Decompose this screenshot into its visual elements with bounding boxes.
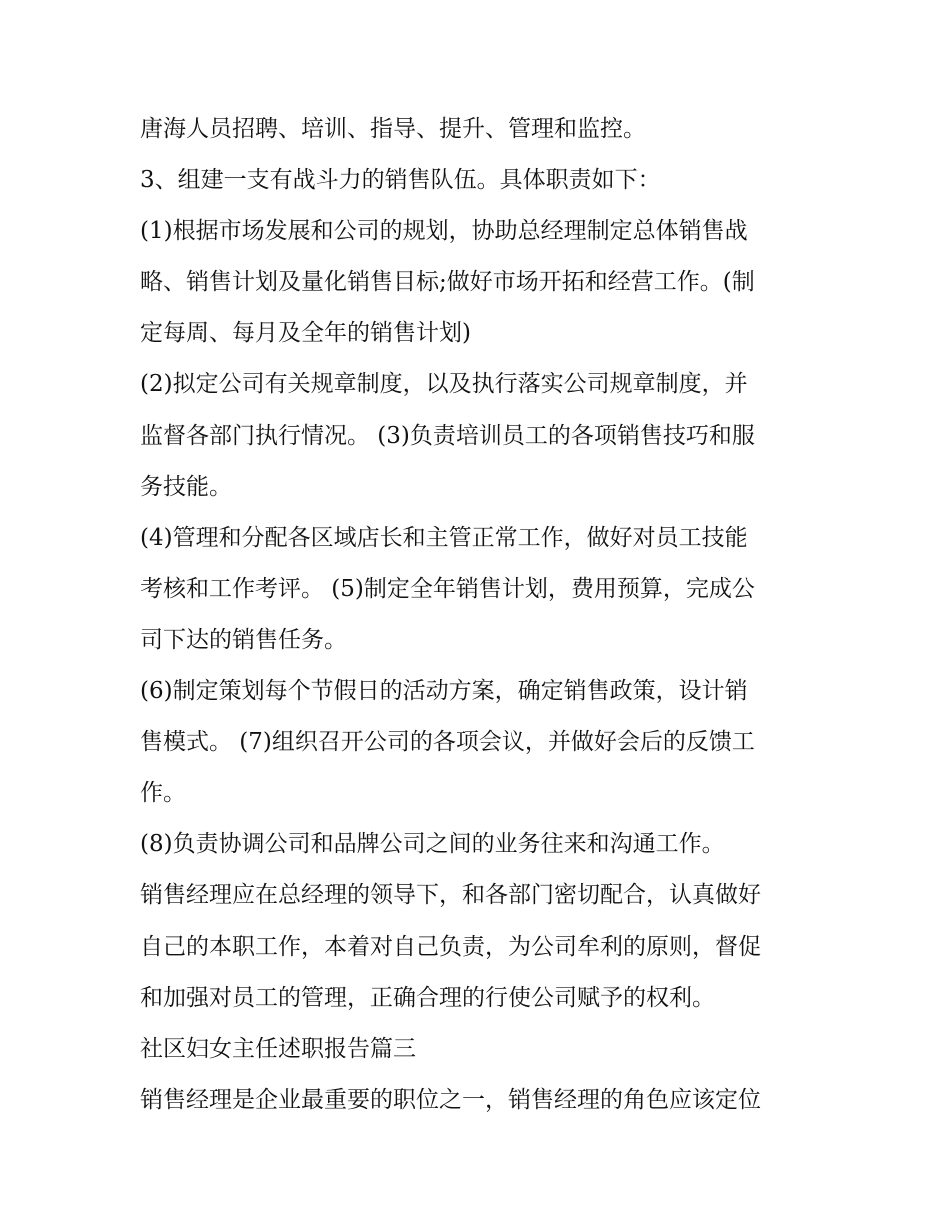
text-line: 唐海人员招聘、培训、指导、提升、管理和监控。: [140, 116, 646, 142]
text-line: 务技能。: [140, 473, 232, 500]
text-line: 考核和工作考评。 (5)制定全年销售计划，费用预算，完成公: [140, 575, 755, 602]
text-line: (4)管理和分配各区域店长和主管正常工作，做好对员工技能: [140, 524, 748, 551]
text-line: 售模式。 (7)组织召开公司的各项会议，并做好会后的反馈工: [140, 729, 755, 756]
text-line: (2)拟定公司有关规章制度，以及执行落实公司规章制度，并: [140, 371, 748, 398]
text-line: 3、组建一支有战斗力的销售队伍。具体职责如下：: [140, 167, 661, 194]
text-line: 销售经理应在总经理的领导下，和各部门密切配合，认真做好: [140, 882, 761, 909]
text-line: 略、销售计划及量化销售目标;做好市场开拓和经营工作。(制: [140, 269, 755, 296]
text-line: (1)根据市场发展和公司的规划，协助总经理制定总体销售战: [140, 218, 748, 245]
text-line: 作。: [140, 780, 186, 807]
text-line: 销售经理是企业最重要的职位之一，销售经理的角色应该定位: [140, 1086, 761, 1113]
text-line: 监督各部门执行情况。 (3)负责培训员工的各项销售技巧和服: [140, 422, 755, 449]
text-line: (8)负责协调公司和品牌公司之间的业务往来和沟通工作。: [140, 831, 725, 858]
text-line: 和加强对员工的管理，正确合理的行使公司赋予的权利。: [140, 984, 715, 1011]
section-heading: 社区妇女主任述职报告篇三: [140, 1035, 416, 1062]
text-line: 定每周、每月及全年的销售计划): [140, 320, 471, 347]
text-line: 自己的本职工作，本着对自己负责，为公司牟利的原则，督促: [140, 933, 761, 960]
text-line: (6)制定策划每个节假日的活动方案，确定销售政策，设计销: [140, 678, 748, 705]
document-text-body: [140, 104, 830, 1126]
text-line: 司下达的销售任务。: [140, 626, 347, 653]
